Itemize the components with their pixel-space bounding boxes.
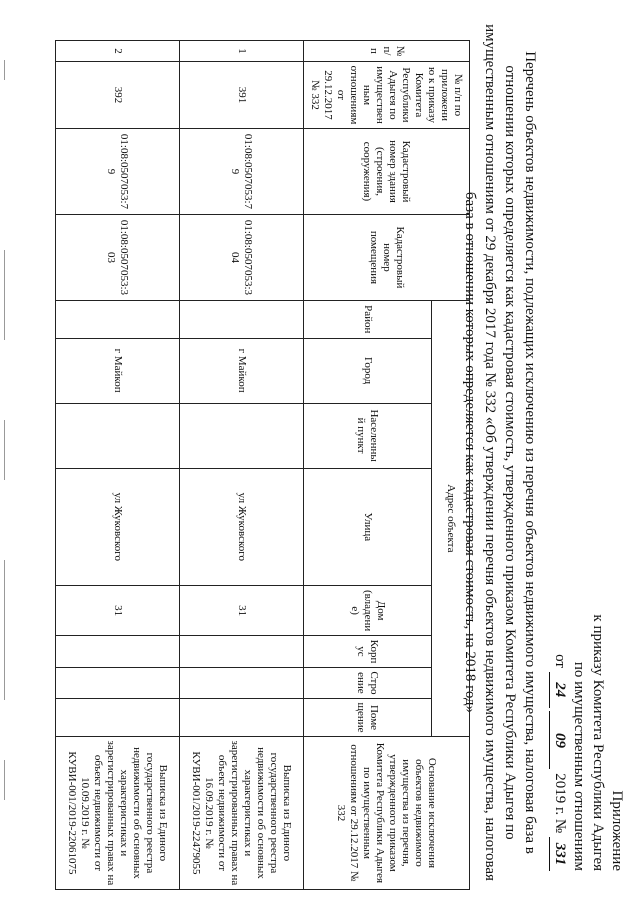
header-pomeshchenie: Помещение xyxy=(304,699,432,737)
header-street: Улица xyxy=(304,468,432,585)
cell-num: 2 xyxy=(56,41,180,62)
cell-street: ул Жуковского xyxy=(180,468,304,585)
cell-korpus xyxy=(56,636,180,667)
cell-appendix-num: 392 xyxy=(56,61,180,128)
header-room-cadastral: Кадастровый номер помещения xyxy=(304,214,470,300)
cell-city: г Майкоп xyxy=(56,338,180,403)
appendix-block xyxy=(549,614,626,871)
cell-building-cadastral: 01:08:0507053:79 xyxy=(180,129,304,215)
header-stroenie: Строение xyxy=(304,667,432,698)
cell-house: 31 xyxy=(56,585,180,635)
order-number: 331 xyxy=(549,837,569,871)
cell-room-cadastral: 01:08:0507053:304 xyxy=(180,214,304,300)
cell-district xyxy=(56,300,180,338)
cell-num: 1 xyxy=(180,41,304,62)
cell-pomeshchenie xyxy=(56,699,180,737)
objects-table xyxy=(55,40,470,890)
cell-street: ул Жуковского xyxy=(56,468,180,585)
header-district: Район xyxy=(304,300,432,338)
header-num: № п/п xyxy=(304,41,470,62)
appendix-order-line: к приказу Комитета Республики Адыгея xyxy=(590,614,606,871)
cell-city: г Майкоп xyxy=(180,338,304,403)
header-address: Адрес объекта xyxy=(432,300,470,736)
cell-korpus xyxy=(180,636,304,667)
cell-basis: Выписка из Единого государственного реестра недвижимости об основных характеристиках и зарегистрированных правах на объект недвижимости от 16.09.2019 г. № КУВИ-001/2019-22479055 xyxy=(180,736,304,889)
date-month: 09 xyxy=(549,711,569,769)
appendix-committee-line: по имущественным отношениям xyxy=(571,661,587,871)
header-appendix-num: № п/п по приложению к приказу Комитета Республики Адыгея по имущественным отношениям от 29.12.2017 № 332 xyxy=(304,61,470,128)
header-basis: Основание исключения объектов недвижимого имущества из перечня, утвержденного приказом Комитета Республики Адыгея по имущественным отношениям от 29.12.2017 № 332 xyxy=(304,736,470,889)
cell-room-cadastral: 01:08:0507053:303 xyxy=(56,214,180,300)
cell-basis: Выписка из Единого государственного реестра недвижимости об основных характеристиках и зарегистрированных правах на объект недвижимости от 10.09.2019 г. № КУВИ-001/2019-22061075 xyxy=(56,736,180,889)
table-header-row xyxy=(432,41,470,890)
cell-pomeshchenie xyxy=(180,699,304,737)
date-prefix: от xyxy=(552,654,568,668)
date-day: 24 xyxy=(549,672,569,708)
table-row xyxy=(56,41,180,890)
header-city: Город xyxy=(304,338,432,403)
table-row xyxy=(180,41,304,890)
scan-artifacts xyxy=(4,0,10,905)
cell-stroenie xyxy=(180,667,304,698)
cell-district xyxy=(180,300,304,338)
cell-settlement xyxy=(180,403,304,468)
cell-stroenie xyxy=(56,667,180,698)
header-korpus: Корпус xyxy=(304,636,432,667)
date-year: 2019 г. № xyxy=(552,773,568,834)
cell-settlement xyxy=(56,403,180,468)
appendix-date-line xyxy=(549,614,569,871)
header-house: Дом (владение) xyxy=(304,585,432,635)
header-building-cadastral: Кадастровый номер здания (строения, сооружения) xyxy=(304,129,470,215)
cell-appendix-num: 391 xyxy=(180,61,304,128)
header-settlement: Населенный пункт xyxy=(304,403,432,468)
document-title: Перечень объектов недвижимости, подлежащих исключению из перечня объектов недвижимого имущества, налоговая база в отношении которых определяется как кадастровая стоимость, утвержденного приказом Комитета Республики Адыгея по имущественным отношениям от 29 декабря 2017 года № 332 «Об утверждении перечня объектов недвижимого имущества, налоговая база в отношении которых определяется как кадастровая стоимость, на 2018 год» xyxy=(462,24,538,881)
cell-building-cadastral: 01:08:0507053:79 xyxy=(56,129,180,215)
appendix-title: Приложение xyxy=(609,790,625,871)
cell-house: 31 xyxy=(180,585,304,635)
